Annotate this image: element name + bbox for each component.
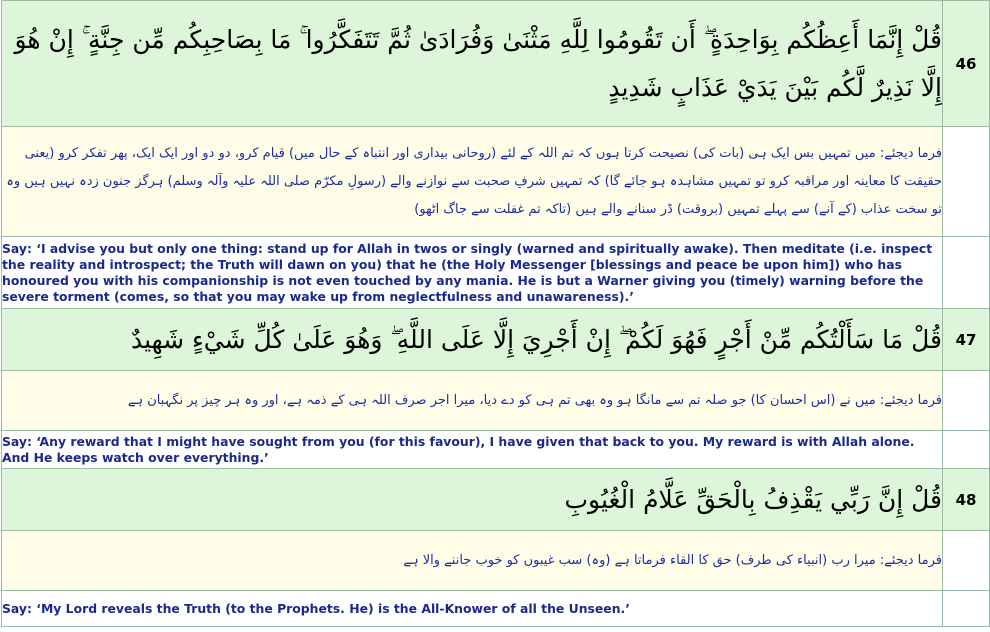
urdu-row: [2, 371, 990, 431]
verse-number: 47: [943, 309, 990, 371]
urdu-lead: فرما دیجئے:: [879, 552, 942, 568]
empty-cell: [943, 591, 990, 627]
empty-cell: [943, 431, 990, 469]
urdu-row: [2, 531, 990, 591]
english-translation: Say: ‘Any reward that I might have sought from you (for this favour), I have given that back to you. My reward is with Allah alone. And He keeps watch over everything.’: [2, 431, 943, 469]
arabic-text: قُلْ إِنَّمَا أَعِظُكُم بِوَاحِدَةٍ ۖ أَن تَقُومُوا لِلَّهِ مَثْنَىٰ وَفُرَادَىٰ ثُمَّ تَتَفَكَّرُوا ۚ مَا بِصَاحِبِكُم مِّن جِنَّةٍ ۚ إِنْ هُوَ إِلَّا نَذِيرٌ لَّكُم بَيْنَ يَدَيْ عَذَابٍ شَدِيدٍ: [2, 1, 943, 127]
verse-number: 46: [943, 1, 990, 127]
verses-table: [1, 0, 990, 627]
verse-number: 48: [943, 469, 990, 531]
arabic-text: قُلْ إِنَّ رَبِّي يَقْذِفُ بِالْحَقِّ عَلَّامُ الْغُيُوبِ: [2, 469, 943, 531]
english-translation: Say: ‘I advise you but only one thing: stand up for Allah in twos or singly (warned and spiritually awake). Then meditate (i.e. inspect the reality and introspect; the Truth will dawn on you) that he (the Holy Messenger [blessings and peace be upon him]) who has honoured you with his companionship is not even touched by any mania. He is but a Warner giving you (timely) warning before the severe torment (comes, so that you may wake up from neglectfulness and unawareness).’: [2, 237, 943, 309]
urdu-lead: فرما دیجئے:: [879, 392, 942, 408]
urdu-translation: [2, 371, 943, 431]
urdu-translation: [2, 531, 943, 591]
urdu-lead: فرما دیجئے:: [879, 145, 942, 161]
empty-cell: [943, 237, 990, 309]
english-row: [2, 591, 990, 627]
arabic-row: [2, 469, 990, 531]
empty-cell: [943, 127, 990, 237]
arabic-row: [2, 309, 990, 371]
urdu-text: میرا رب (انبیاء کی طرف) حق کا القاء فرماتا ہے (وہ) سب غیبوں کو خوب جاننے والا ہے: [403, 552, 876, 568]
urdu-translation: [2, 127, 943, 237]
empty-cell: [943, 371, 990, 431]
urdu-text: میں تمہیں بس ایک ہی (بات کی) نصیحت کرتا ہوں کہ تم اللہ کے لئے (روحانی بیداری اور انتباہ کے حال میں) قیام کرو، دو دو اور ایک ایک، پھر تفکر کرو (یعنی حقیقت کا معاینہ اور مراقبہ کرو تو تمہیں مشاہدہ ہو جائے گا) کہ تمہیں شرفِ صحبت سے نوازنے والے (رسولِ مکرّم صلی اللہ علیہ وآلہ وسلم) ہرگز جنون زدہ نہیں ہیں وہ تو سخت عذاب (کے آنے) سے پہلے تمہیں (بروقت) ڈر سنانے والے ہیں (تاکہ تم غفلت سے جاگ اٹھو): [6, 145, 942, 217]
empty-cell: [943, 531, 990, 591]
english-translation: Say: ‘My Lord reveals the Truth (to the Prophets. He) is the All-Knower of all the Unseen.’: [2, 591, 943, 627]
urdu-row: [2, 127, 990, 237]
urdu-text: میں نے (اس احسان کا) جو صلہ تم سے مانگا ہو وہ بھی تم ہی کو دے دیا، میرا اجر صرف اللہ ہی کے ذمہ ہے، اور وہ ہر چیز پر نگہبان ہے: [127, 392, 876, 408]
arabic-text: قُلْ مَا سَأَلْتُكُم مِّنْ أَجْرٍ فَهُوَ لَكُمْ ۖ إِنْ أَجْرِيَ إِلَّا عَلَى اللَّهِ ۖ وَهُوَ عَلَىٰ كُلِّ شَيْءٍ شَهِيدٌ: [2, 309, 943, 371]
english-row: [2, 431, 990, 469]
english-row: [2, 237, 990, 309]
arabic-row: [2, 1, 990, 127]
